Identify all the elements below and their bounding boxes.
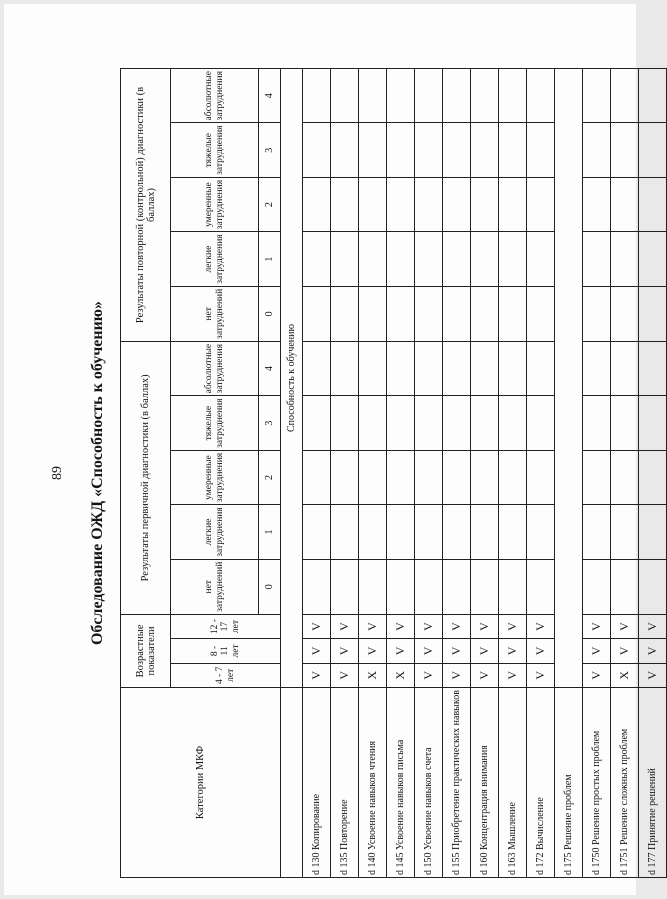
repeat-score-cell[interactable] <box>583 69 611 123</box>
primary-score-3: 3 <box>259 396 281 450</box>
age-mark-cell: X <box>611 663 639 687</box>
age-mark-cell: V <box>471 663 499 687</box>
repeat-score-cell[interactable] <box>499 177 527 231</box>
repeat-score-cell[interactable] <box>611 177 639 231</box>
table-row <box>331 69 359 878</box>
primary-score-cell[interactable] <box>415 396 443 450</box>
repeat-score-1: 1 <box>259 232 281 286</box>
age-mark-cell: V <box>611 639 639 663</box>
repeat-score-cell[interactable] <box>527 177 555 231</box>
age-mark-cell: V <box>415 614 443 638</box>
primary-score-cell[interactable] <box>499 396 527 450</box>
repeat-score-cell[interactable] <box>611 232 639 286</box>
repeat-score-cell[interactable] <box>303 123 331 177</box>
age-mark-cell: V <box>499 614 527 638</box>
primary-score-cell[interactable] <box>499 559 527 614</box>
age-mark-cell: V <box>527 663 555 687</box>
age-mark-cell: X <box>359 663 387 687</box>
primary-severity-0: нет затруднений <box>171 559 259 614</box>
primary-score-cell[interactable] <box>359 559 387 614</box>
age-mark-cell: V <box>639 663 667 687</box>
primary-severity-2: умеренные затруднения <box>171 450 259 504</box>
primary-score-cell[interactable] <box>415 450 443 504</box>
primary-score-cell[interactable] <box>583 396 611 450</box>
repeat-score-cell[interactable] <box>639 177 667 231</box>
repeat-score-cell[interactable] <box>583 232 611 286</box>
age-mark-cell: V <box>583 614 611 638</box>
category-cell: d 1750 Решение простых проблем <box>583 688 611 878</box>
repeat-score-cell[interactable] <box>471 69 499 123</box>
age-mark-cell: V <box>527 614 555 638</box>
repeat-score-cell[interactable] <box>359 232 387 286</box>
primary-score-cell[interactable] <box>443 396 471 450</box>
repeat-severity-3: тяжелые затруднения <box>171 123 259 177</box>
repeat-score-cell[interactable] <box>415 69 443 123</box>
primary-score-cell[interactable] <box>471 341 499 395</box>
repeat-score-cell[interactable] <box>331 69 359 123</box>
primary-score-cell[interactable] <box>359 341 387 395</box>
table-row <box>443 69 471 878</box>
primary-score-4: 4 <box>259 341 281 395</box>
subsection-row <box>555 69 583 878</box>
age-mark-cell: V <box>611 614 639 638</box>
repeat-score-0: 0 <box>259 286 281 341</box>
primary-score-cell[interactable] <box>303 341 331 395</box>
primary-score-cell[interactable] <box>415 505 443 559</box>
category-cell: d 177 Принятие решений <box>639 688 667 878</box>
repeat-score-cell[interactable] <box>415 177 443 231</box>
repeat-score-cell[interactable] <box>443 232 471 286</box>
age-mark-cell: V <box>639 614 667 638</box>
repeat-diagnostics-header: Результаты повторной (контрольной) диагностики (в баллах) <box>121 69 171 342</box>
section-title: Способность к обучению <box>281 69 303 688</box>
category-header: Категории МКФ <box>121 688 281 878</box>
age-mark-cell: V <box>331 614 359 638</box>
age-group-4-7: 4 - 7 лет <box>171 663 281 687</box>
repeat-severity-4: абсолютные затруднения <box>171 69 259 123</box>
age-mark-cell: V <box>443 663 471 687</box>
repeat-severity-2: умеренные затруднения <box>171 177 259 231</box>
table-row <box>639 69 667 878</box>
age-mark-cell: V <box>303 663 331 687</box>
primary-score-cell[interactable] <box>499 341 527 395</box>
primary-score-cell[interactable] <box>639 450 667 504</box>
primary-score-cell[interactable] <box>387 559 415 614</box>
primary-score-cell[interactable] <box>583 559 611 614</box>
repeat-score-cell[interactable] <box>359 69 387 123</box>
age-mark-cell: V <box>527 639 555 663</box>
age-mark-cell: V <box>583 639 611 663</box>
primary-score-cell[interactable] <box>527 450 555 504</box>
repeat-score-cell[interactable] <box>639 123 667 177</box>
primary-score-cell[interactable] <box>611 559 639 614</box>
repeat-score-cell[interactable] <box>471 177 499 231</box>
age-mark-cell: X <box>387 663 415 687</box>
subsection-title: d 175 Решение проблем <box>555 688 583 878</box>
repeat-score-cell[interactable] <box>499 123 527 177</box>
section-row <box>281 69 303 878</box>
repeat-score-cell[interactable] <box>527 286 555 341</box>
table-row <box>303 69 331 878</box>
table-row <box>415 69 443 878</box>
repeat-score-cell[interactable] <box>303 286 331 341</box>
age-mark-cell: V <box>359 614 387 638</box>
repeat-score-cell[interactable] <box>527 69 555 123</box>
table-row <box>387 69 415 878</box>
table-row <box>359 69 387 878</box>
repeat-score-cell[interactable] <box>387 232 415 286</box>
repeat-score-cell[interactable] <box>415 232 443 286</box>
repeat-score-cell[interactable] <box>359 123 387 177</box>
primary-score-cell[interactable] <box>443 450 471 504</box>
primary-score-cell[interactable] <box>611 396 639 450</box>
primary-score-cell[interactable] <box>471 396 499 450</box>
repeat-score-cell[interactable] <box>359 177 387 231</box>
category-cell: d 1751 Решение сложных проблем <box>611 688 639 878</box>
primary-score-cell[interactable] <box>387 505 415 559</box>
primary-score-cell[interactable] <box>611 450 639 504</box>
age-mark-cell: V <box>415 663 443 687</box>
primary-severity-4: абсолютные затруднения <box>171 341 259 395</box>
primary-score-2: 2 <box>259 450 281 504</box>
repeat-score-cell[interactable] <box>387 177 415 231</box>
category-cell: d 160 Концентрация внимания <box>471 688 499 878</box>
age-mark-cell: V <box>499 639 527 663</box>
primary-score-cell[interactable] <box>331 341 359 395</box>
age-mark-cell: V <box>499 663 527 687</box>
repeat-score-cell[interactable] <box>639 286 667 341</box>
repeat-score-cell[interactable] <box>387 286 415 341</box>
primary-score-cell[interactable] <box>303 396 331 450</box>
repeat-score-2: 2 <box>259 177 281 231</box>
repeat-score-cell[interactable] <box>303 69 331 123</box>
repeat-score-cell[interactable] <box>639 232 667 286</box>
primary-score-0: 0 <box>259 559 281 614</box>
repeat-score-cell[interactable] <box>331 177 359 231</box>
primary-score-cell[interactable] <box>583 450 611 504</box>
form-heading: Обследование ОЖД «Способность к обучению» <box>89 300 106 646</box>
age-mark-cell: V <box>443 639 471 663</box>
primary-score-cell[interactable] <box>611 505 639 559</box>
repeat-score-cell[interactable] <box>443 286 471 341</box>
repeat-score-cell[interactable] <box>331 123 359 177</box>
repeat-score-cell[interactable] <box>443 123 471 177</box>
primary-score-cell[interactable] <box>639 559 667 614</box>
age-mark-cell: V <box>443 614 471 638</box>
primary-score-cell[interactable] <box>527 341 555 395</box>
age-mark-cell: V <box>639 639 667 663</box>
primary-score-cell[interactable] <box>471 505 499 559</box>
primary-severity-1: легкие затруднения <box>171 505 259 559</box>
repeat-score-cell[interactable] <box>443 177 471 231</box>
age-mark-cell: V <box>583 663 611 687</box>
age-mark-cell: V <box>471 639 499 663</box>
category-cell: d 163 Мышление <box>499 688 527 878</box>
age-mark-cell: V <box>415 639 443 663</box>
primary-score-cell[interactable] <box>527 505 555 559</box>
primary-score-cell[interactable] <box>527 559 555 614</box>
repeat-score-cell[interactable] <box>611 286 639 341</box>
primary-diagnostics-header: Результаты первичной диагностики (в баллах) <box>121 341 171 614</box>
category-cell: d 130 Копирование <box>303 688 331 878</box>
primary-score-cell[interactable] <box>471 559 499 614</box>
category-cell: d 145 Усвоение навыков письма <box>387 688 415 878</box>
primary-score-cell[interactable] <box>331 396 359 450</box>
repeat-score-cell[interactable] <box>583 286 611 341</box>
document-page <box>4 4 659 895</box>
age-mark-cell: V <box>359 639 387 663</box>
primary-score-cell[interactable] <box>527 396 555 450</box>
primary-score-cell[interactable] <box>415 341 443 395</box>
age-mark-cell: V <box>387 614 415 638</box>
age-mark-cell: V <box>331 663 359 687</box>
repeat-score-cell[interactable] <box>387 123 415 177</box>
repeat-score-4: 4 <box>259 69 281 123</box>
primary-score-cell[interactable] <box>303 559 331 614</box>
primary-score-1: 1 <box>259 505 281 559</box>
table-row <box>471 69 499 878</box>
age-mark-cell: V <box>303 614 331 638</box>
repeat-score-cell[interactable] <box>499 232 527 286</box>
age-mark-cell: V <box>303 639 331 663</box>
repeat-score-cell[interactable] <box>611 69 639 123</box>
repeat-score-cell[interactable] <box>499 69 527 123</box>
primary-score-cell[interactable] <box>359 450 387 504</box>
primary-score-cell[interactable] <box>611 341 639 395</box>
primary-score-cell[interactable] <box>639 396 667 450</box>
primary-score-cell[interactable] <box>499 505 527 559</box>
primary-score-cell[interactable] <box>303 450 331 504</box>
category-cell: d 135 Повторение <box>331 688 359 878</box>
category-cell: d 155 Приобретение практических навыков <box>443 688 471 878</box>
repeat-score-cell[interactable] <box>583 123 611 177</box>
primary-score-cell[interactable] <box>359 505 387 559</box>
primary-score-cell[interactable] <box>303 505 331 559</box>
header-row-1 <box>121 69 171 878</box>
category-cell: d 172 Вычисление <box>527 688 555 878</box>
rotated-form <box>50 68 659 878</box>
repeat-score-cell[interactable] <box>331 286 359 341</box>
repeat-score-cell[interactable] <box>331 232 359 286</box>
page-number: 89 <box>50 466 65 480</box>
primary-score-cell[interactable] <box>415 559 443 614</box>
primary-score-cell[interactable] <box>583 341 611 395</box>
age-mark-cell: V <box>387 639 415 663</box>
section-row-empty-cell <box>281 688 303 878</box>
primary-score-cell[interactable] <box>583 505 611 559</box>
repeat-score-cell[interactable] <box>415 123 443 177</box>
repeat-score-cell[interactable] <box>499 286 527 341</box>
primary-score-cell[interactable] <box>471 450 499 504</box>
subsection-empty-cell <box>555 69 583 688</box>
primary-score-cell[interactable] <box>443 559 471 614</box>
table-row <box>583 69 611 878</box>
primary-severity-3: тяжелые затруднения <box>171 396 259 450</box>
primary-score-cell[interactable] <box>387 341 415 395</box>
primary-score-cell[interactable] <box>443 505 471 559</box>
age-group-12-17: 12 - 17 лет <box>171 614 281 638</box>
primary-score-cell[interactable] <box>639 505 667 559</box>
repeat-severity-0: нет затруднений <box>171 286 259 341</box>
primary-score-cell[interactable] <box>331 505 359 559</box>
repeat-score-cell[interactable] <box>387 69 415 123</box>
assessment-table <box>120 68 667 878</box>
table-body <box>281 69 667 878</box>
primary-score-cell[interactable] <box>359 396 387 450</box>
repeat-score-cell[interactable] <box>415 286 443 341</box>
category-cell: d 140 Усвоение навыков чтения <box>359 688 387 878</box>
repeat-score-cell[interactable] <box>471 232 499 286</box>
age-group-header: Возрастные показатели <box>121 614 171 687</box>
primary-score-cell[interactable] <box>331 559 359 614</box>
repeat-score-cell[interactable] <box>443 69 471 123</box>
repeat-score-3: 3 <box>259 123 281 177</box>
table-row <box>527 69 555 878</box>
repeat-score-cell[interactable] <box>303 177 331 231</box>
repeat-score-cell[interactable] <box>527 232 555 286</box>
age-group-8-11: 8 - 11 лет <box>171 639 281 663</box>
repeat-score-cell[interactable] <box>527 123 555 177</box>
repeat-score-cell[interactable] <box>611 123 639 177</box>
repeat-score-cell[interactable] <box>359 286 387 341</box>
age-mark-cell: V <box>331 639 359 663</box>
repeat-score-cell[interactable] <box>639 69 667 123</box>
repeat-score-cell[interactable] <box>471 286 499 341</box>
primary-score-cell[interactable] <box>639 341 667 395</box>
primary-score-cell[interactable] <box>387 396 415 450</box>
age-mark-cell: V <box>471 614 499 638</box>
primary-score-cell[interactable] <box>499 450 527 504</box>
repeat-score-cell[interactable] <box>303 232 331 286</box>
table-row <box>611 69 639 878</box>
repeat-score-cell[interactable] <box>471 123 499 177</box>
primary-score-cell[interactable] <box>387 450 415 504</box>
repeat-severity-1: легкие затруднения <box>171 232 259 286</box>
table-row <box>499 69 527 878</box>
primary-score-cell[interactable] <box>443 341 471 395</box>
repeat-score-cell[interactable] <box>583 177 611 231</box>
primary-score-cell[interactable] <box>331 450 359 504</box>
category-cell: d 150 Усвоение навыков счета <box>415 688 443 878</box>
